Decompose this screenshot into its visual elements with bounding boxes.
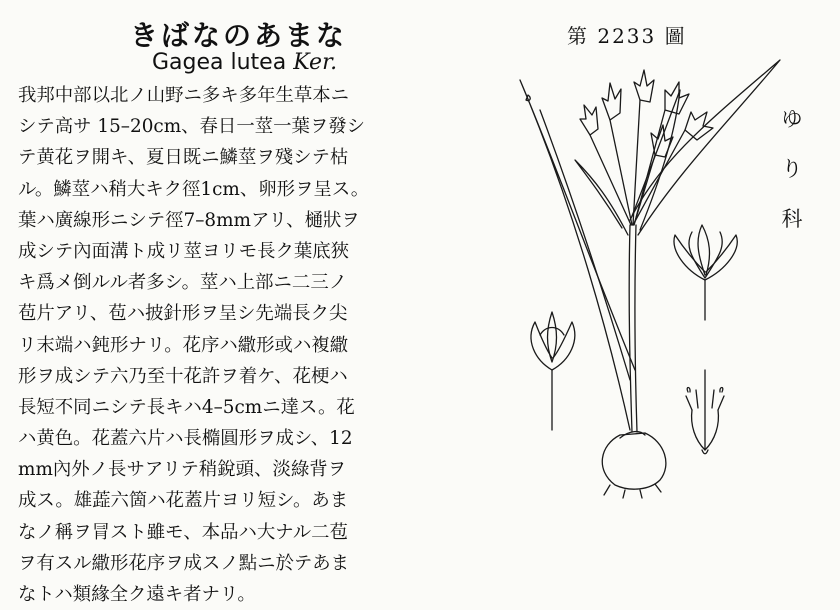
plant-illustration [480,40,840,500]
description-line: 苞片アリ、苞ハ披針形ヲ呈シ先端長ク尖 [18,303,348,325]
description-line: リ末端ハ鈍形ナリ。花序ハ繖形或ハ複繖 [18,334,349,356]
flower-bud-drawing [531,312,575,430]
description-line: なノ稱ヲ冐スト雖モ、本品ハ大ナル二苞 [18,521,348,543]
author-abbreviation: Ker. [293,50,338,75]
scientific-name: Gagea lutea [152,50,287,75]
description-line: ヲ有スル繖形花序ヲ成スノ點ニ於テあま [18,552,350,574]
description-line: ル。鱗莖ハ稍大キク徑1cm、卵形ヲ呈ス。 [18,178,370,200]
stamen-detail-drawing [686,370,724,454]
description-text [18,80,470,610]
description-line: テ黄花ヲ開キ、夏日既ニ鱗莖ヲ殘シテ枯 [18,147,349,169]
family-char: 科 [781,207,803,231]
description-line: 葉ハ廣線形ニシテ徑7–8mmアリ、樋狀ヲ [18,209,360,231]
scientific-name-heading [152,50,337,75]
description-line: キ爲メ倒ルル者多シ。莖ハ上部ニ二三ノ [18,272,348,294]
bulb-drawing [602,432,666,498]
description-line: なトハ類緣全ク遠キ者ナリ。 [18,584,256,605]
flower-detail-drawing [674,225,737,320]
leaf-drawing [520,80,635,430]
family-char: ゆ [781,107,803,131]
figure-number-label: 第 2233 圖 [567,24,687,48]
description-line: ハ黄色。花蓋六片ハ長橢圓形ヲ成シ、12 [18,428,353,450]
description-line: 形ヲ成シテ六乃至十花許ヲ着ケ、花梗ハ [18,365,348,387]
bract-drawing [575,60,780,235]
stem-drawing [629,225,637,432]
family-char: り [781,157,803,181]
description-line: 成シテ內面溝ト成リ莖ヨリモ長ク葉底狹 [18,240,350,262]
description-line: 長短不同ニシテ長キハ4–5cmニ達ス。花 [18,396,355,418]
description-line: 我邦中部以北ノ山野ニ多キ多年生草本ニ [18,85,350,106]
umbel-drawing [580,70,713,225]
description-line: シテ高サ 15–20cm、春日一莖一葉ヲ發シ [18,116,366,138]
description-line: mm內外ノ長サアリテ稍銳頭、淡綠背ヲ [18,459,347,481]
japanese-name-heading: きばなのあまな [130,19,348,52]
description-line: 成ス。雄蕋六箇ハ花蓋片ヨリ短シ。あま [18,490,349,512]
